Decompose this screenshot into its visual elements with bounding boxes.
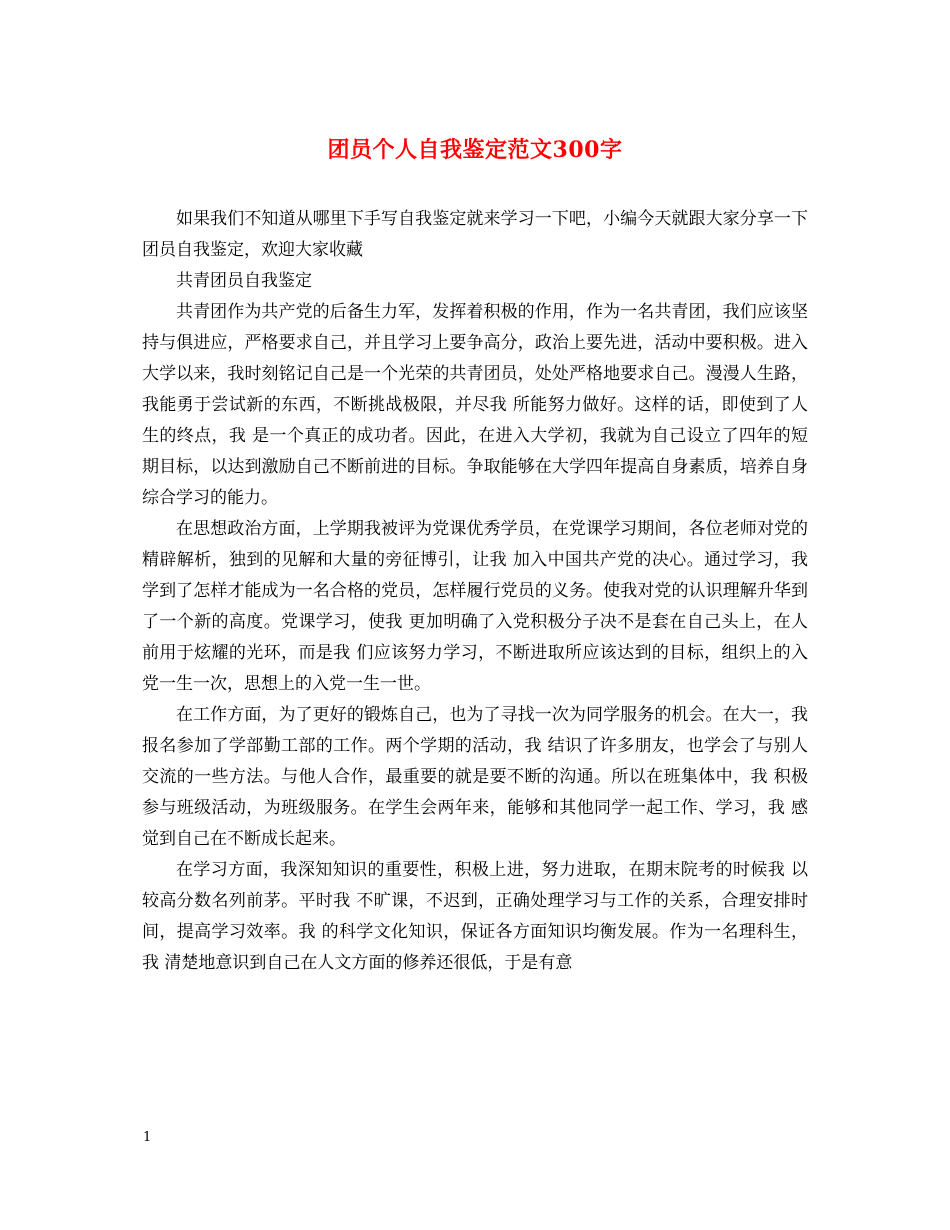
paragraph-overview: 共青团作为共产党的后备生力军，发挥着积极的作用，作为一名共青团，我们应该坚持与俱进应，严格要求自己，并且学习上要争高分，政治上要先进，活动中要积极。进入大学以来，我时刻铭记自己是一个光荣的共青团员，处处严格地要求自己。漫漫人生路，我能勇于尝试新的东西，不断挑战极限，并尽我 所能努力做好。这样的话，即使到了人生的终点，我 是一个真正的成功者。因此，在进入大学初，我就为自己设立了四年的短期目标，以达到激励自己不断前进的目标。争取能够在大学四年提高自身素质，培养自身综合学习的能力。 [142, 302, 808, 508]
document-body [142, 204, 808, 979]
paragraph-work: 在工作方面，为了更好的锻炼自己，也为了寻找一次为同学服务的机会。在大一，我报名参加了学部勤工部的工作。两个学期的活动，我 结识了许多朋友，也学会了与别人交流的一些方法。与他人合作，最重要的就是要不断的沟通。所以在班集体中，我 积极参与班级活动，为班级服务。在学生会两年来，能够和其他同学一起工作、学习，我 感觉到自己在不断成长起来。 [142, 705, 808, 849]
document-title: 团员个人自我鉴定范文300字 [327, 137, 623, 163]
paragraph-politics: 在思想政治方面，上学期我被评为党课优秀学员，在党课学习期间，各位老师对党的精辟解析，独到的见解和大量的旁征博引，让我 加入中国共产党的决心。通过学习，我 学到了怎样才能成为一名合格的党员，怎样履行党员的义务。使我对党的认识理解升华到了一个新的高度。党课学习，使我 更加明确了入党积极分子决不是套在自己头上，在人前用于炫耀的光环，而是我 们应该努力学习，不断进取所应该达到的目标，组织上的入党一生一次，思想上的入党一生一世。 [142, 519, 808, 694]
paragraph-subheading: 共青团员自我鉴定 [176, 271, 312, 291]
paragraph-intro: 如果我们不知道从哪里下手写自我鉴定就来学习一下吧，小编今天就跟大家分享一下团员自我鉴定，欢迎大家收藏 [142, 209, 808, 260]
paragraph-study: 在学习方面，我深知知识的重要性，积极上进，努力进取，在期末院考的时候我 以较高分数名列前茅。平时我 不旷课，不迟到，正确处理学习与工作的关系，合理安排时间，提高学习效率。我 的科学文化知识，保证各方面知识均衡发展。作为一名理科生，我 清楚地意识到自己在人文方面的修养还很低，于是有意 [142, 860, 808, 973]
page-number: 1 [143, 1130, 152, 1145]
